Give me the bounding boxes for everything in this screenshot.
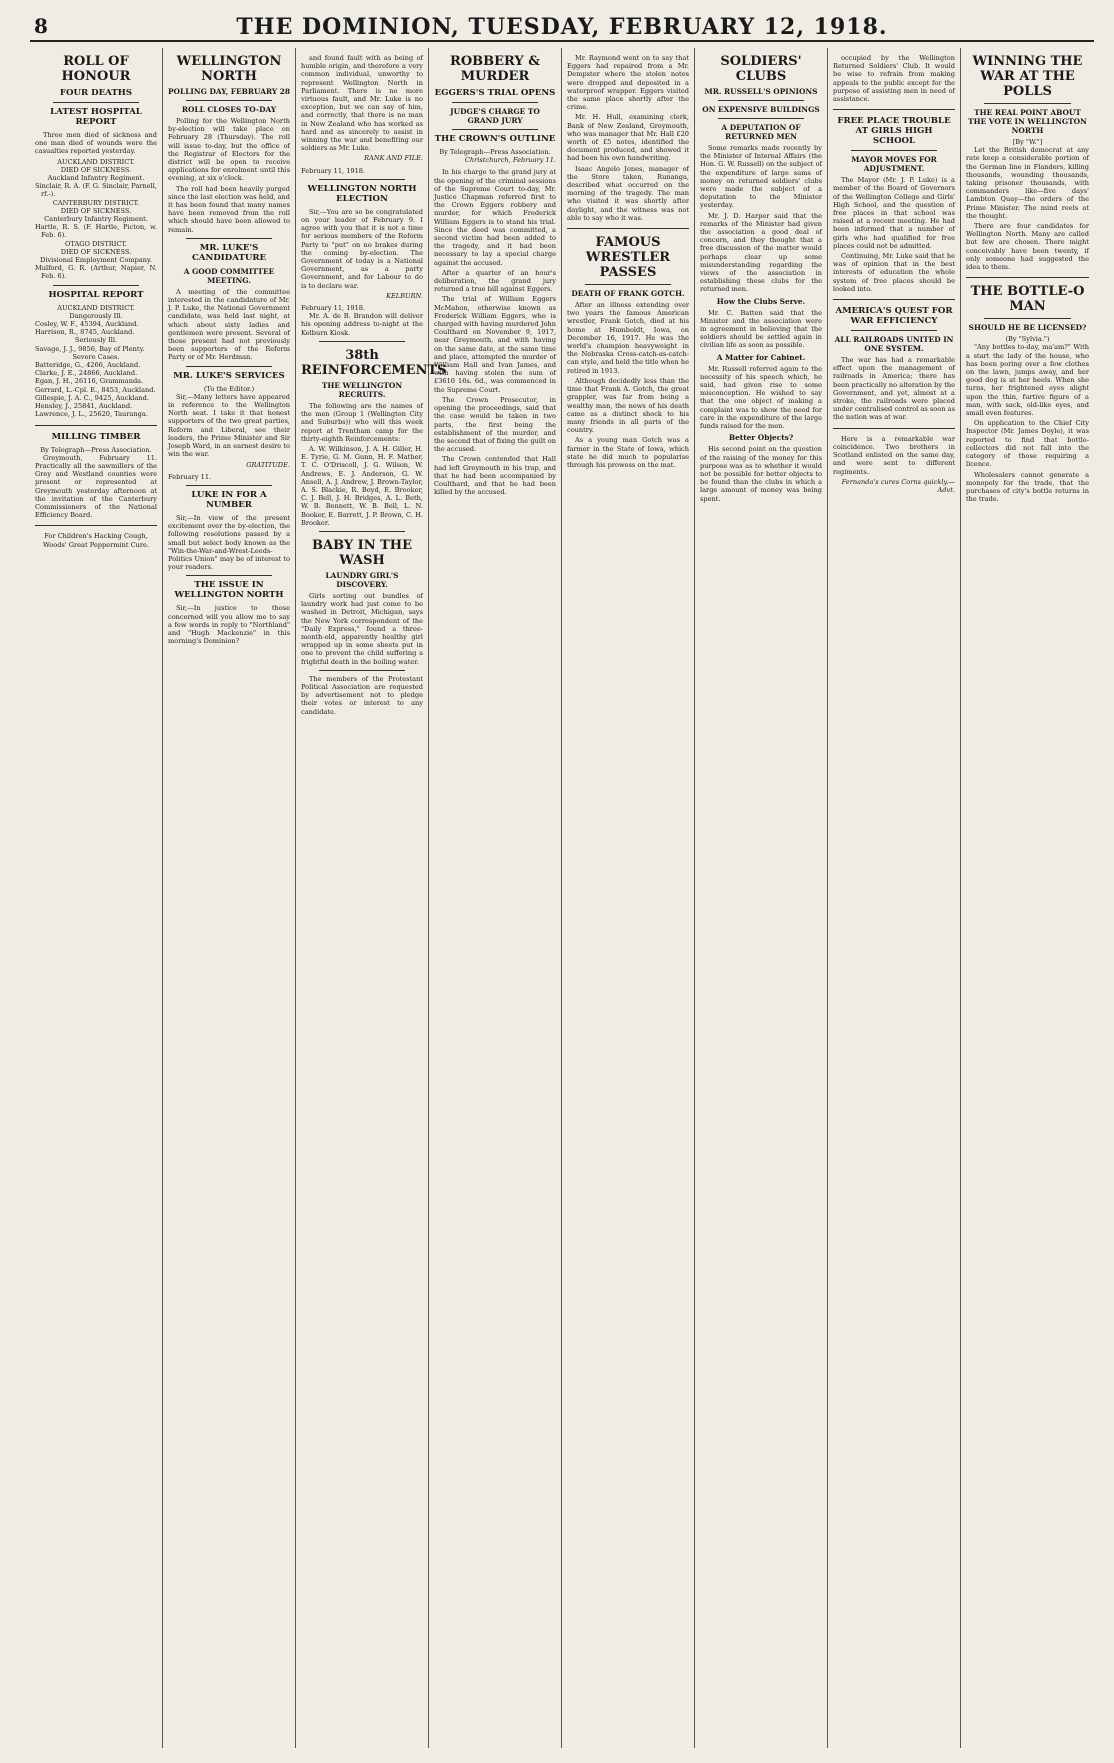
divider [833,299,955,300]
letter-paragraph: Sir,—In view of the present excitement over the by-election, the following resolutions passed by a small but select body known as the "Win-the-War-and-Wrest-Leeds-Politics Union" may be of interest to your readers. [168,513,290,572]
byline: By Telegraph—Press Association. [40,445,152,454]
casualty-line: DIED OF SICKNESS. [60,247,132,256]
casualty-line: Canterbury Infantry Regiment. [44,215,148,224]
roll-closes-subheading: ROLL CLOSES TO-DAY [181,105,277,114]
divider [186,100,272,101]
divider [851,330,937,331]
article-paragraph: occupied by the Wellington Returned Soldiers' Club. It would be wise to refrain from making appeals to the public except for the purpose of assisting men in need of assistance. [833,54,955,104]
casualty-line: DIED OF SICKNESS. [60,206,132,215]
article-paragraph: As a young man Gotch was a farmer in the State of Iowa, which state he did much to popularise through his prowess on the mat. [567,436,689,469]
casualty-line: Sinclair, R. A. (F. G. Sinclair, Parnell, rf.-). [35,182,157,199]
divider [984,318,1071,319]
column-roll-of-honour [30,48,163,1748]
masthead [30,14,1094,42]
free-place-trouble-heading: FREE PLACE TROUBLE AT GIRLS HIGH SCHOOL [837,116,951,147]
matter-for-cabinet-subheading: A Matter for Cabinet. [716,352,806,362]
newspaper-title: THE DOMINION, TUESDAY, FEBRUARY 12, 1918. [236,14,888,40]
divider [186,366,272,367]
hospital-line: Severe Cases. [72,352,120,361]
article-paragraph: Although decidedly less than the time that Frank A. Gotch, the great grappler, was far from being a wealthy man, the news of his death came as a distinct shock to his many friends in all parts of the country. [567,376,689,435]
article-paragraph: In his charge to the grand jury at the opening of the criminal sessions of the Supreme Court to-day, Mr. Justice Chapman referred first to the Crown Eggers robbery and murder, for which Frederick William Eggers is to stand his trial. Since the deed was committed, a second victim had been added to the tragedy, and it had been necessary to lay a special charge against the accused. [434,168,556,267]
hospital-line: Dangerously Ill. [69,311,123,320]
letter-paragraph: and found fault with as being of humble origin, and therefore a very common individual, unworthy to represent Wellington North in Parliament. There is no more virtuous fault, and Mr. Luke is no exception, but we can say of him, and correctly, that there is no man in New Zealand who has worked as hard and as sincerely to assist in winning the war and benefiting our soldiers as Mr. Luke. [301,54,423,153]
divider [186,575,272,576]
soldiers-clubs-heading: SOLDIERS' CLUBS [720,54,802,84]
article-paragraph: Isaac Angelo Jones, manager of the Store taken, Runanga, described what occurred on the morning of the tragedy. The man who visited it was shortly after daylight, and the witness was not able to say who it was. [567,164,689,222]
intro-paragraph: Three men died of sickness and one man died of wounds were the casualties reported yesterday. [35,131,157,156]
byline: [By "W."] [1012,138,1043,146]
article-paragraph: Some remarks made recently by the Minister of Internal Affairs (the Hon. G. W. Russell) on the subject of the expenditure of large sums of money on returned soldiers' clubs were made the subject of a deputation to the Minister yesterday. [700,144,822,210]
article-paragraph: The Crown contended that Hall had left Greymouth in his trap, and that he had been accompanied by Coulthard, and that he had been killed by the accused. [434,455,556,497]
divider [186,238,272,239]
divider [319,179,405,180]
letter-signature: GRATITUDE. [246,460,290,469]
article-paragraph: The members of the Protestant Political Association are requested by advertisement not to pledge their votes or interest to any candidate. [301,674,423,716]
page-number: 8 [34,14,48,38]
baby-in-the-wash-heading: BABY IN THE WASH [312,537,412,568]
divider [567,228,689,229]
article-paragraph: The Crown Prosecutor, in opening the proceedings, said that the case would be taken in two parts, the first being the establishment of the murder, and the second that of fixing the guilt on the accused. [434,395,556,454]
mayor-moves-subheading: MAYOR MOVES FOR ADJUSTMENT. [851,155,937,174]
column-wellington-north [163,48,296,1748]
americas-quest-heading: AMERICA'S QUEST FOR WAR EFFICIENCY [835,306,953,327]
famous-wrestler-heading: FAMOUS WRESTLER PASSES [585,235,671,281]
casualty-line: OTAGO DISTRICT. [65,239,127,248]
letter-paragraph: Sir,—In justice to those concerned will you allow me to say a few words in reply to "Northland" and "Hugh Mackenzie" in this morning's Dominion? [168,604,290,646]
hospital-report-heading: HOSPITAL REPORT [48,289,144,300]
wellington-north-heading: WELLINGTON NORTH [176,54,282,84]
article-paragraph: The Mayor (Mr. J. P. Luke) is a member of the Board of Governors of the Wellington College and Girls' High School, and the question of free places in that school was raised at a recent meeting. He had been informed that a number of girls who had qualified for free places could not be admitted. [833,176,955,250]
recruit-names: A. W. Wilkinson, J. A. H. Giller, H. E. Tyrie, G. M. Gunn, H. F. Mather, T. C. O'Driscoll, J. G. Wilson, W. Andrews, E. J. Anderson, G. W. Ansell, A. J. Andrew, J. Brown-Taylor, A. S. Blackie, R. Boyd, E. Brooker, C. J. Bell, J. H. Bridges, A. L. Beth, W. B. Bennett, W. B. Bell, L. N. Booker, E. Barrett, J. P. Brown, C. H. Brooker. [301,444,423,527]
divider [984,103,1071,104]
casualty-line: Hartle, R. S. (F. Hartle, Picton, w. Feb. 6). [35,223,157,240]
robbery-murder-heading: ROBBERY & MURDER [450,54,540,84]
hospital-line: Harrison, R., 8745, Auckland. [35,328,135,337]
article-paragraph: There are four candidates for Wellington North. Many are called but few are chosen. There might conceivably have been twenty, if only someone had suggested the idea to them. [966,222,1089,272]
bottle-o-man-heading: THE BOTTLE-O MAN [970,284,1085,315]
latest-hospital-report-subheading: LATEST HOSPITAL REPORT [50,107,142,127]
mr-lukes-services-heading: MR. LUKE'S SERVICES [173,370,285,381]
advertisement-footer: Fernanda's cures Corns quickly.—Advt. [841,477,955,494]
divider [186,485,272,486]
divider [319,531,405,532]
hospital-line: Lawrence, J. L., 25620, Tauranga. [35,410,148,419]
letter-paragraph: Sir,—You are so be congratulated on your leader of February 9. I agree with you that it is not a time for serious members of the Reform Party to "put" on no brakes during the coming by-election. The Government of today is a National Government, as a party Government, and for Labour to do is to declare war. [301,207,423,290]
casualty-line: AUCKLAND DISTRICT. [57,157,135,166]
crowns-outline-subheading: THE CROWN'S OUTLINE [434,134,556,144]
hospital-line: Seriously Ill. [74,336,118,345]
casualty-line: Divisional Employment Company. [40,256,152,265]
article-paragraph: Girls sorting out bundles of laundry work had just come to be washed in Detroit, Michigan, says the New York correspondent of the "Daily Express," found a three-month-old, apparently healthy girl wrapped up in some sheets put in one to prevent the child suffering a frightful death in the boiling water. [301,591,423,666]
casualty-line: Mulford, G. R. (Arthur, Napier, N. Feb. 6). [35,264,157,281]
article-paragraph: Mr. C. Batten said that the Minister and the association were in agreement in believing that the soldiers should be settled again in civilian life as soon as possible. [700,308,822,350]
letter-signature: KELBURN. [386,291,423,300]
milling-timber-paragraph: Greymouth, February 11. Practically all the sawmillers of the Grey and Westland counties were present or represented at Greymouth yesterday afternoon at the invitation of the Canterbury Commissioners of the National Efficiency Board. [35,453,157,520]
divider [319,341,405,342]
committee-meeting-subheading: A GOOD COMMITTEE MEETING. [183,266,275,285]
divider [585,284,671,285]
divider [53,285,139,286]
casualty-line: Auckland Infantry Regiment. [47,174,145,183]
article-paragraph: The trial of William Eggers McMahon, otherwise known as Frederick William Eggers, who is charged with having murdered John Coulthard on November 9, 1917, near Greymouth, and with having on the same date, at the same time and place, attempted the murder of William Hall and Ivan James, and with having stolen the sum of £3610 16s. 6d., was commenced in the Supreme Court. [434,295,556,394]
hospital-line: Egan, J. H., 26116, Grammanda. [35,377,144,386]
article-paragraph: The war has had a remarkable effect upon the management of railroads in America; there has been practically no alteration by the Government, and yet, almost at a stroke, the railroads were placed under centralised control as soon as the nation was at war. [833,356,955,422]
expensive-buildings-subheading: ON EXPENSIVE BUILDINGS [702,105,820,114]
article-paragraph: Mr. Russell referred again to the necessity of his speech which, he said, had given rise to some misconception. He wished to say that the one object of making a complaint was to show the need for care in the expenditure of the large funds raised for the men. [700,364,822,431]
divider [35,425,157,426]
milling-timber-heading: MILLING TIMBER [51,431,141,442]
roll-of-honour-heading: ROLL OF HONOUR [61,54,131,84]
divider [833,109,955,110]
article-paragraph: After a quarter of an hour's deliberation, the grand jury returned a true bill against Eggers. [434,268,556,294]
article-paragraph: Let the British democrat at any rate keep a considerable portion of the German line in Flanders, killing thousands, wounding thousands, taking prisoner thousands, with commanders like—five days' Lambton Quay—the orders of the Prime Minister. The mind reels at the thought. [966,146,1089,220]
better-objects-subheading: Better Objects? [728,433,794,443]
deputation-subheading: A DEPUTATION OF RETURNED MEN [721,123,801,141]
column-winning-the-war [961,48,1094,1748]
article-paragraph: Wholesalers cannot generate a monopoly for the trade, that the purchases of city's bottle returns in the trade. [966,470,1089,504]
article-paragraph: The roll had been heavily purged since the last election was held, and it has been found that many names have been removed from the roll which should have been allowed to remain. [168,184,290,234]
article-paragraph: "Any bottles to-day, ma'am?" With a start the lady of the house, who has been poring over a few clothes on the lawn, jumps away, and her good dog is at her heels. When she turns, her frightened eyes alight upon the thin, furtive figure of a man, with sack, old-like eyes, and small even features. [966,343,1089,418]
hospital-line: Cosley, W. F., 45394, Auckland. [35,320,139,329]
divider [851,150,937,151]
letter-date: February 11, 1918. [301,304,366,313]
eggers-trial-subheading: EGGERS'S TRIAL OPENS [434,88,556,98]
column-letters [296,48,447,1748]
article-paragraph: Here is a remarkable war coincidence. Two brothers in Scotland enlisted on the same day, and were sent to different regiments. [833,434,955,476]
should-he-be-licensed-subheading: SHOULD HE BE LICENSED? [968,323,1087,333]
death-of-frank-gotch-subheading: DEATH OF FRANK GOTCH. [571,289,685,299]
divider [718,100,804,101]
article-paragraph: Mr. A. de B. Brandon will deliver his opening address to-night at the Kelburn Kiosk. [301,312,423,337]
divider [452,102,538,103]
byline: (By "Sylvia.") [1005,335,1050,344]
divider [452,129,538,130]
wellington-north-election-heading: WELLINGTON NORTH ELECTION [307,183,417,204]
mr-russells-opinions-subheading: MR. RUSSELL'S OPINIONS [704,87,818,96]
divider [53,102,139,103]
reinforcements-heading: 38th REINFORCEMENTS [301,347,447,378]
divider [833,428,955,429]
column-robbery-murder [429,48,562,1748]
divider [35,525,157,526]
letter-date: February 11. [168,472,212,481]
issue-in-wellington-north-heading: THE ISSUE IN WELLINGTON NORTH [174,580,284,601]
letter-paragraph: Sir,—Many letters have appeared in reference to the Wellington North seat. I take it that honest supporters of the two great parties, Reform and Liberal, see their leaders, the Prime Minister and Sir Joseph Ward, in an earnest desire to win the war. [168,392,290,459]
divider [718,118,804,119]
article-paragraph: His second point on the question of the raising of the money for this purpose was as to whether it would not be possible for better objects to be found than the clubs in which a large amount of money was being spent. [700,445,822,503]
railroads-united-subheading: ALL RAILROADS UNITED IN ONE SYSTEM. [834,335,954,354]
real-point-subheading: THE REAL POINT ABOUT THE VOTE IN WELLINGTON NORTH [968,108,1087,135]
advertisement-footer: For Children's Hacking Cough, Woods' Great Peppermint Cure. [42,532,150,549]
hospital-line: Hensley, J., 25841, Auckland. [35,402,133,411]
article-paragraph: Continuing, Mr. Luke said that he was of opinion that in the best interests of education the whole system of free places should be looked into. [833,252,955,293]
article-paragraph: A meeting of the committee interested in the candidature of Mr. J. P. Luke, the National Government candidate, was held last night, at which about sixty ladies and gentlemen were present. Several of those present had not previously been supporters of the Reform Party or of Mr. Herdman. [168,287,290,362]
four-deaths-subheading: FOUR DEATHS [59,88,133,98]
laundry-girls-discovery-subheading: LAUNDRY GIRL'S DISCOVERY. [325,570,399,589]
article-paragraph: On application to the Chief City Inspector (Mr. James Doyle), it was reported to find that bottle-collectors did not fall into the category of those requiring a licence. [966,419,1089,469]
polling-day-subheading: POLLING DAY, FEBRUARY 28 [168,87,290,96]
how-the-clubs-serve-subheading: How the Clubs Serve. [716,296,806,306]
hospital-line: Gerrard, L.-Cpl. E., 8453, Auckland. [35,385,156,394]
wellington-recruits-subheading: THE WELLINGTON RECRUITS. [321,380,403,399]
to-the-editor: (To the Editor.) [203,384,255,393]
luke-in-for-a-number-heading: LUKE IN FOR A NUMBER [191,489,267,510]
article-paragraph: Mr. J. D. Harper said that the remarks of the Minister had given the association a good deal of concern, and they thought that a free discussion of the matter would perhaps clear up some misunderstanding regarding the views of the association in establishing these clubs for the returned men. [700,211,822,294]
divider [319,670,405,671]
mr-lukes-candidature-heading: MR. LUKE'S CANDIDATURE [191,242,267,263]
divider [966,277,1089,278]
letter-date: February 11, 1918. [301,166,366,175]
article-paragraph: Mr. Raymond went on to say that Eggers had repaired from a Mr. Dempster where the stolen notes were dropped and deposited in a waterproof wrapper. Eggers visited the same place shortly after the crime. [567,54,689,112]
letter-signature: RANK AND FILE. [364,154,423,163]
casualty-line: DIED OF SICKNESS. [60,165,132,174]
article-paragraph: The following are the names of the men (Group 1 (Wellington City and Suburbs)) who will this week report at Trentham camp for the thirty-eighth Reinforcements: [301,401,423,443]
columns [30,48,1094,1748]
column-free-place [828,48,961,1748]
casualty-line: CANTERBURY DISTRICT. [52,198,140,207]
hospital-line: Gillespie, J. A. C., 9425, Auckland. [35,393,149,402]
judges-charge-subheading: JUDGE'S CHARGE TO GRAND JURY [450,107,540,125]
byline: By Telegraph—Press Association. [439,148,551,156]
article-paragraph: After an illness extending over two years the famous American wrestler, Frank Gotch, died at his home at Humboldt, Iowa, on December 16, 1917. He was the world's champion heavyweight in the Nebraska Cross-catch-as-catch-can style, and held the title when he retired in 1913. [567,301,689,375]
column-trial-continued [562,48,695,1748]
hospital-line: Clarke, J. E., 24866, Auckland. [35,369,138,378]
article-paragraph: Polling for the Wellington North by-election will take place on February 28 (Thursday). The roll will issue to-day, but the office of the Registrar of Electors for the district will be open to receive applications for enrolment until this evening, at six o'clock. [168,117,290,183]
article-paragraph: Mr. H. Hull, examining clerk, Bank of New Zealand, Greymouth, who was manager that Mr. Hall £20 worth of £5 notes, identified the document produced, and showed it had been his own handwriting. [567,113,689,163]
hospital-line: Batteridge, G., 4266, Auckland. [35,361,141,370]
hospital-line: AUCKLAND DISTRICT. [57,303,135,312]
hospital-line: Savage, J. J., 9856, Bay of Plenty. [35,344,145,353]
column-soldiers-clubs [695,48,828,1748]
dateline: Christchurch, February 11. [464,156,556,165]
winning-the-war-heading: WINNING THE WAR AT THE POLLS [972,54,1083,99]
